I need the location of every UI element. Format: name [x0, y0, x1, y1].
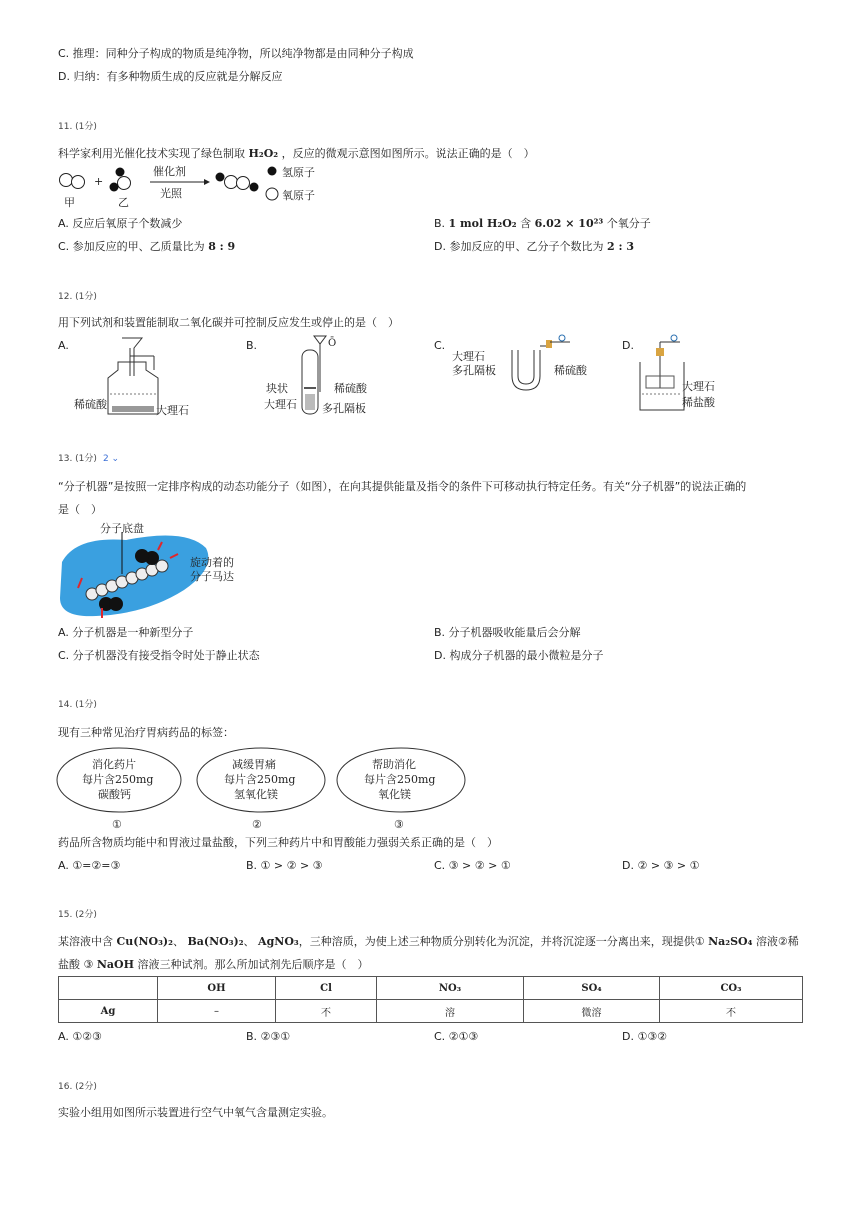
condition-light: 光照	[160, 187, 182, 200]
table-cell: 溶	[377, 1000, 524, 1023]
q14-stem-2: 药品所含物质均能中和胃液过量盐酸，下列三种药片中和胃酸能力强弱关系正确的是（ ）	[58, 836, 498, 849]
q15-stem-line2	[58, 957, 369, 972]
drug-label-2	[197, 748, 325, 831]
table-header-row	[59, 977, 803, 1000]
q12-apparatus-a	[70, 332, 200, 422]
q11-option-a[interactable]: A. 反应后氧原子个数减少	[58, 217, 183, 230]
q13-option-b[interactable]: B. 分子机器吸收能量后会分解	[434, 626, 581, 639]
table-cell: 微溶	[524, 1000, 660, 1023]
q16-stem: 实验小组用如图所示装置进行空气中氧气含量测定实验。	[58, 1106, 333, 1119]
svg-text:消化药片: 消化药片	[92, 758, 136, 771]
table-cell: 不	[276, 1000, 377, 1023]
q15-text: 某溶液中含	[58, 935, 113, 948]
q11-stem-text: 科学家利用光催化技术实现了绿色制取	[58, 147, 245, 160]
q12-apparatus-b	[262, 332, 412, 422]
legend-hydrogen-icon	[268, 167, 277, 176]
q13-option-a[interactable]: A. 分子机器是一种新型分子	[58, 626, 194, 639]
q12-number: 12. (1分)	[58, 292, 97, 302]
q12-option-d[interactable]: D.	[622, 339, 634, 352]
separator: 、	[172, 935, 184, 948]
q15-stem-line1	[58, 934, 799, 949]
q11-option-d[interactable]	[434, 239, 634, 254]
formula-na-sulfate: Na₂SO₄	[708, 935, 753, 948]
q14-option-a[interactable]: A. ①=②=③	[58, 859, 121, 872]
svg-text:①: ①	[112, 818, 122, 831]
q15-text: 溶液三种试剂。那么所加试剂先后顺序是（ ）	[137, 958, 369, 971]
label-lump: 块状	[266, 382, 288, 395]
table-cell: SO₄	[524, 977, 660, 1000]
legend-oxygen: 氧原子	[282, 189, 315, 202]
drug-label-1	[57, 748, 181, 831]
q11-option-c-text: C. 参加反应的甲、乙质量比为	[58, 240, 205, 253]
q12-option-c[interactable]: C.	[434, 339, 446, 352]
q13-option-d[interactable]: D. 构成分子机器的最小微粒是分子	[434, 649, 604, 662]
q14-option-b[interactable]: B. ① > ② > ③	[246, 859, 323, 872]
q11-option-b-number: 6.02 × 10²³	[534, 217, 604, 230]
label-acid: 稀硫酸	[74, 398, 107, 411]
label-rotating: 旋动着的	[190, 556, 234, 569]
q11-stem-formula: H₂O₂	[248, 147, 279, 160]
label-marble: 大理石	[264, 398, 297, 411]
drug-label-3	[337, 748, 465, 831]
q13-stem-line1: “分子机器”是按照一定排序构成的动态功能分子（如图），在向其提供能量及指令的条件下可移动执行特定任务。有关“分子机器”的说法正确的	[58, 480, 747, 493]
oxygen-atom-icon	[237, 177, 250, 190]
label-acid: 稀盐酸	[682, 396, 715, 409]
q12-option-b[interactable]: B.	[246, 339, 258, 352]
q11-option-d-ratio: 2 : 3	[606, 240, 634, 253]
q11-option-c[interactable]	[58, 239, 235, 254]
q11-stem	[58, 146, 535, 161]
q11-stem-text-end: ，反应的微观示意图如图所示。说法正确的是（ ）	[281, 147, 535, 160]
table-cell: Cl	[276, 977, 377, 1000]
q11-option-b-text: 含	[520, 217, 532, 230]
label-chassis: 分子底盘	[100, 522, 144, 535]
valve-icon: Ō	[328, 338, 337, 349]
table-cell: CO₃	[660, 977, 803, 1000]
q14-option-c[interactable]: C. ③ > ② > ①	[434, 859, 511, 872]
q15-number: 15. (2分)	[58, 910, 97, 920]
q11-option-b[interactable]	[434, 216, 651, 231]
table-cell: 不	[660, 1000, 803, 1023]
label-marble: 大理石	[682, 380, 715, 393]
q12-option-a[interactable]: A.	[58, 339, 69, 352]
q10-option-d[interactable]: D. 归纳：有多种物质生成的反应就是分解反应	[58, 70, 283, 83]
q13-number-text: 13. (1分)	[58, 454, 97, 464]
q12-apparatus-c	[450, 332, 620, 412]
formula-ba-nitrate: Ba(NO₃)₂	[187, 935, 244, 948]
label-marble: 大理石	[156, 404, 189, 417]
hydrogen-atom-icon	[250, 183, 259, 192]
q15-text: 溶液②稀	[755, 935, 799, 948]
hydrogen-atom-icon	[116, 168, 125, 177]
svg-text:②: ②	[252, 818, 262, 831]
formula-cu-nitrate: Cu(NO₃)₂	[116, 935, 173, 948]
q15-option-c[interactable]: C. ②①③	[434, 1030, 479, 1043]
q14-stem: 现有三种常见治疗胃病药品的标签：	[58, 726, 234, 739]
q13-molecular-machine-image	[56, 518, 256, 620]
table-cell: NO₃	[377, 977, 524, 1000]
label-motor: 分子马达	[190, 570, 234, 583]
q15-text: ，三种溶质，为使上述三种物质分别转化为沉淀，并将沉淀逐一分离出来，现提供①	[298, 935, 705, 948]
q13-number	[58, 451, 119, 464]
q15-option-d[interactable]: D. ①③②	[622, 1030, 668, 1043]
svg-text:减缓胃痛: 减缓胃痛	[232, 758, 276, 771]
table-cell	[59, 977, 158, 1000]
q16-number: 16. (2分)	[58, 1082, 97, 1092]
oxygen-atom-icon	[72, 176, 85, 189]
q11-number: 11. (1分)	[58, 122, 97, 132]
q13-option-c[interactable]: C. 分子机器没有接受指令时处于静止状态	[58, 649, 260, 662]
q11-option-b-text-end: 个氧分子	[606, 217, 651, 230]
oxygen-atom-icon	[60, 174, 73, 187]
q14-number: 14. (1分)	[58, 700, 97, 710]
table-cell: Ag	[59, 1000, 158, 1023]
q15-option-a[interactable]: A. ①②③	[58, 1030, 102, 1043]
arrow-head-icon	[204, 179, 210, 185]
q11-option-d-text: D. 参加反应的甲、乙分子个数比为	[434, 240, 604, 253]
table-cell: –	[158, 1000, 276, 1023]
table-row	[59, 1000, 803, 1023]
oxygen-atom-icon	[118, 177, 131, 190]
label-acid: 稀硫酸	[554, 364, 587, 377]
q11-option-c-ratio: 8 : 9	[208, 240, 236, 253]
svg-text:每片含250mg: 每片含250mg	[364, 773, 436, 786]
svg-text:碳酸钙: 碳酸钙	[98, 788, 131, 801]
option-letter: B.	[434, 217, 446, 230]
separator: 、	[243, 935, 255, 948]
label-plate: 多孔隔板	[452, 364, 496, 377]
svg-text:氢氧化镁: 氢氧化镁	[234, 788, 278, 801]
table-cell: OH	[158, 977, 276, 1000]
label-yi: 乙	[118, 196, 129, 209]
q14-drug-labels	[56, 744, 476, 834]
plus-sign: +	[94, 175, 104, 188]
label-marble: 大理石	[452, 350, 485, 363]
hydrogen-atom-icon	[216, 173, 225, 182]
svg-text:氧化镁: 氧化镁	[378, 788, 411, 801]
hydrogen-atom-icon	[110, 183, 119, 192]
formula-ag-nitrate: AgNO₃	[258, 935, 299, 948]
oxygen-atom-icon	[225, 176, 238, 189]
q11-reaction-diagram	[56, 162, 356, 210]
svg-text:③: ③	[394, 818, 404, 831]
label-plate: 多孔隔板	[322, 402, 366, 415]
condition-catalyst: 催化剂	[153, 165, 186, 178]
label-jia: 甲	[64, 196, 75, 209]
q12-stem: 用下列试剂和装置能制取二氧化碳并可控制反应发生或停止的是（ ）	[58, 316, 399, 329]
solubility-table	[58, 976, 803, 1023]
difficulty-dropdown[interactable]: 2 ⌄	[102, 454, 120, 464]
svg-text:帮助消化: 帮助消化	[372, 758, 416, 771]
q11-option-b-formula: 1 mol H₂O₂	[448, 217, 517, 230]
q15-option-b[interactable]: B. ②③①	[246, 1030, 291, 1043]
svg-text:每片含250mg: 每片含250mg	[82, 773, 154, 786]
q15-text: 盐酸 ③	[58, 958, 94, 971]
legend-hydrogen: 氢原子	[282, 166, 315, 179]
label-acid: 稀硫酸	[334, 382, 367, 395]
q13-stem-line2: 是（ ）	[58, 503, 102, 516]
q12-apparatus-d	[636, 332, 776, 414]
q14-option-d[interactable]: D. ② > ③ > ①	[622, 859, 700, 872]
q10-option-c[interactable]: C. 推理：同种分子构成的物质是纯净物，所以纯净物都是由同种分子构成	[58, 47, 414, 60]
svg-text:每片含250mg: 每片含250mg	[224, 773, 296, 786]
legend-oxygen-icon	[266, 188, 278, 200]
formula-naoh: NaOH	[96, 958, 135, 971]
